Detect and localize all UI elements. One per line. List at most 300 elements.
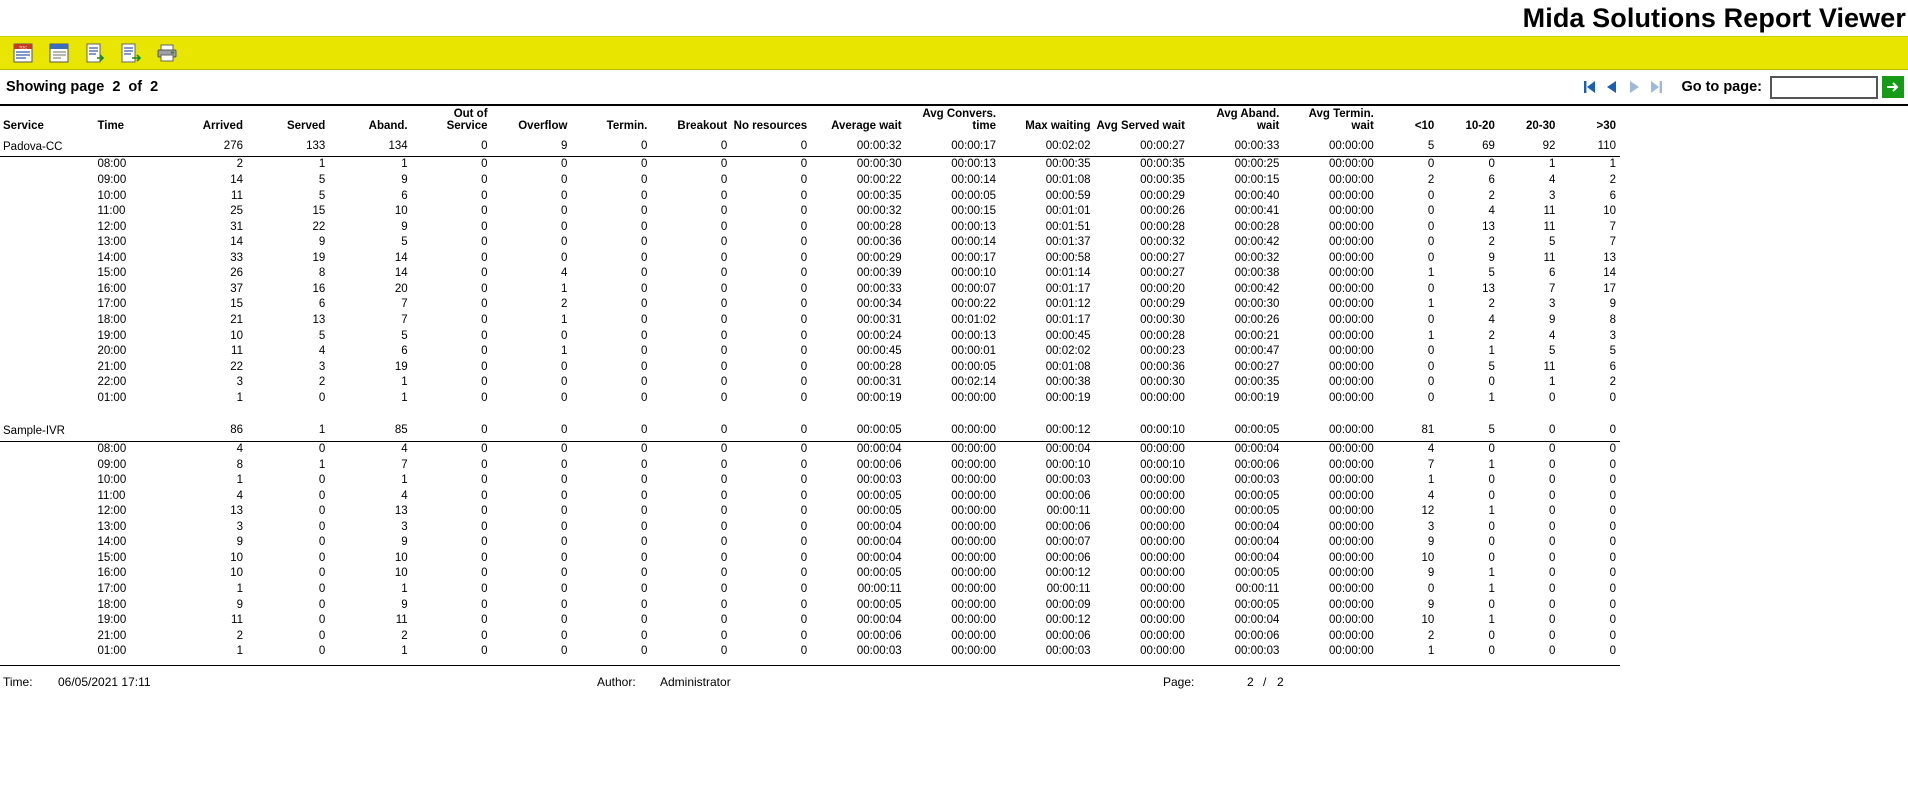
row-cell: 0 [640,345,648,358]
row-cell: 0 [561,614,568,627]
row-cell: 0 [720,598,728,611]
row-cell: 0 [1427,236,1435,249]
row-cell: 00:00:00 [1329,329,1374,342]
row-cell: 00:00:15 [951,205,997,218]
row-time: 10:00 [97,474,127,487]
row-service-blank [0,189,94,205]
group-spacer [0,406,1620,420]
row-service-blank [0,391,94,407]
row-cell: 4 [1427,489,1435,502]
row-cell: 1 [236,474,243,487]
row-time: 01:00 [97,391,127,404]
row-time: 09:00 [97,458,127,471]
row-cell: 0 [640,282,648,295]
row-cell: 11 [231,189,243,202]
row-cell: 0 [640,645,648,658]
row-cell: 00:02:02 [1045,345,1091,358]
row-time: 01:00 [97,645,127,658]
row-cell: 00:00:03 [856,474,902,487]
row-cell: 0 [720,567,728,580]
row-cell: 1 [1488,391,1495,404]
row-cell: 00:00:23 [1140,345,1185,358]
row-cell: 0 [640,267,648,280]
row-cell: 00:00:38 [1045,376,1091,389]
row-cell: 00:00:04 [1234,536,1280,549]
row-cell: 0 [800,442,808,455]
row-cell: 1 [561,314,568,326]
table-row [0,441,1620,457]
col-termin: Termin. [606,120,648,133]
row-cell: 00:00:35 [1140,158,1185,171]
row-cell: 0 [481,520,488,533]
group-total-cell: 00:00:17 [951,139,997,152]
row-time: 11:00 [97,489,126,502]
row-cell: 00:00:28 [856,220,902,233]
row-cell: 5 [318,329,326,342]
row-cell: 00:00:35 [1140,173,1185,186]
footer-page-current: 2 [1247,675,1254,690]
row-cell: 00:00:32 [1234,251,1280,264]
row-cell: 0 [1488,551,1495,564]
row-cell: 0 [800,567,808,580]
table-row [0,598,1620,614]
row-cell: 0 [481,551,488,564]
row-cell: 9 [1548,314,1556,326]
row-cell: 11 [1543,251,1556,264]
row-cell: 00:00:00 [951,551,997,564]
row-cell: 00:00:00 [1140,645,1185,658]
report-footer [0,665,1620,693]
row-cell: 4 [1548,329,1556,342]
row-cell: 0 [1488,489,1495,502]
row-cell: 11 [1543,205,1556,218]
row-cell: 0 [561,158,568,171]
row-cell: 00:00:11 [1235,583,1280,595]
footer-page-total: 2 [1277,675,1284,690]
row-cell: 0 [720,345,728,358]
row-cell: 00:00:27 [1140,267,1185,280]
row-cell: 0 [1488,474,1495,487]
row-service-blank [0,360,94,376]
group-total-cell: 0 [1548,424,1556,437]
col-overflow: Overflow [518,120,568,133]
row-cell: 00:01:08 [1045,173,1091,186]
row-cell: 0 [720,442,728,455]
row-cell: 0 [1427,158,1435,171]
previous-page-icon[interactable] [1601,76,1623,98]
row-cell: 1 [401,376,408,389]
row-cell: 0 [318,520,326,533]
row-cell: 00:00:00 [1329,205,1374,218]
row-cell: 0 [561,567,568,580]
row-cell: 14 [394,267,408,280]
row-cell: 10 [394,551,408,564]
row-cell: 11 [231,614,243,627]
row-cell: 00:01:51 [1045,220,1091,233]
row-service-blank [0,204,94,220]
row-service-blank [0,644,94,660]
group-total-cell: 0 [481,139,488,152]
showing-page-status [6,79,162,95]
row-cell: 3 [236,376,243,389]
row-cell: 0 [720,520,728,533]
row-cell: 00:00:00 [1329,505,1374,518]
row-cell: 00:00:00 [1329,314,1374,326]
row-cell: 0 [318,489,326,502]
row-cell: 0 [481,205,488,218]
row-cell: 0 [720,583,728,595]
group-total-cell: 110 [1597,139,1616,152]
row-cell: 0 [318,583,326,595]
page-title: Mida Solutions Report Viewer [1522,2,1906,33]
row-cell: 0 [640,598,648,611]
row-cell: 10 [230,329,243,342]
row-cell: 00:00:05 [856,505,902,518]
row-service-blank [0,535,94,551]
row-cell: 1 [318,458,326,471]
row-cell: 0 [640,158,648,171]
row-cell: 0 [318,474,326,487]
row-cell: 9 [401,536,408,549]
row-cell: 00:00:36 [1140,360,1185,373]
row-cell: 00:00:29 [856,251,902,264]
group-total-cell: 00:00:33 [1234,139,1280,152]
row-cell: 00:00:12 [1045,614,1091,627]
row-cell: 0 [640,520,648,533]
goto-page-input[interactable] [1770,76,1878,99]
row-cell: 5 [1488,267,1495,280]
row-cell: 0 [640,614,648,627]
row-cell: 00:00:38 [1234,267,1280,280]
row-time: 11:00 [97,205,126,218]
row-service-blank [0,598,94,614]
row-cell: 1 [1488,458,1495,471]
row-cell: 00:00:04 [856,551,902,564]
row-cell: 00:00:00 [1329,567,1374,580]
next-page-icon[interactable] [1623,76,1645,98]
row-cell: 00:00:28 [1140,329,1185,342]
row-time: 21:00 [97,360,127,373]
table-row [0,566,1620,582]
row-cell: 0 [1427,360,1435,373]
row-cell: 0 [1548,458,1556,471]
table-row [0,235,1620,251]
row-cell: 9 [1427,536,1435,549]
row-cell: 00:00:27 [1234,360,1280,373]
row-cell: 0 [1609,551,1616,564]
row-cell: 0 [561,442,568,455]
row-time: 12:00 [97,505,127,518]
row-cell: 3 [1548,298,1556,311]
row-cell: 0 [561,489,568,502]
row-cell: 00:00:00 [1329,598,1374,611]
row-cell: 0 [1609,614,1616,627]
row-cell: 00:00:00 [1140,474,1185,487]
print-icon[interactable] [154,41,180,65]
row-service-blank [0,629,94,645]
row-cell: 8 [1609,314,1616,326]
row-cell: 4 [401,442,408,455]
table-row [0,489,1620,505]
row-cell: 00:00:21 [1234,329,1280,342]
row-cell: 0 [481,360,488,373]
col-avg-convers-time: Avg Convers. time [922,108,997,133]
goto-page-label: Go to page: [1681,79,1762,95]
row-cell: 0 [720,645,728,658]
row-service-blank [0,551,94,567]
row-cell: 0 [481,173,488,186]
row-cell: 00:00:24 [856,329,902,342]
pager-controls [1579,76,1904,99]
row-cell: 00:00:05 [951,360,997,373]
row-cell: 00:00:00 [1140,551,1185,564]
row-cell: 0 [561,551,568,564]
row-cell: 37 [230,282,243,295]
row-cell: 0 [561,505,568,518]
row-cell: 0 [481,376,488,389]
row-cell: 7 [401,458,408,471]
row-cell: 00:00:00 [951,474,997,487]
row-cell: 11 [231,345,243,358]
row-cell: 0 [720,360,728,373]
row-cell: 4 [1488,205,1495,218]
row-cell: 13 [230,505,243,518]
row-cell: 0 [561,173,568,186]
row-cell: 0 [640,474,648,487]
row-cell: 0 [1427,345,1435,358]
group-total-cell: 85 [394,424,408,437]
row-cell: 0 [800,251,808,264]
row-cell: 1 [1427,645,1435,658]
col-avg-termin-wait: Avg Termin. wait [1308,108,1374,133]
row-cell: 00:00:42 [1234,282,1280,295]
footer-page-separator: / [1263,675,1267,690]
table-row [0,520,1620,536]
group-total-cell: 5 [1488,424,1495,437]
group-total-cell: 0 [720,424,728,437]
row-cell: 00:00:00 [951,567,997,580]
group-total-cell: 0 [640,424,648,437]
row-service-blank [0,220,94,236]
go-button[interactable] [1882,76,1904,98]
table-row [0,504,1620,520]
row-service-blank [0,282,94,298]
row-cell: 0 [561,391,568,404]
row-cell: 0 [800,583,808,595]
row-cell: 00:01:08 [1045,360,1091,373]
row-cell: 0 [1548,629,1556,642]
row-time: 12:00 [97,220,127,233]
row-cell: 0 [481,505,488,518]
row-cell: 0 [640,298,648,311]
row-cell: 0 [1548,551,1556,564]
row-cell: 4 [1548,173,1556,186]
row-cell: 00:00:30 [1140,376,1185,389]
row-time: 20:00 [97,345,127,358]
row-cell: 1 [401,645,408,658]
table-header-row [0,106,1620,136]
row-cell: 0 [481,645,488,658]
row-cell: 0 [561,220,568,233]
group-total-cell: 5 [1427,139,1435,152]
row-cell: 00:00:29 [1140,189,1185,202]
group-total-cell: 00:00:05 [856,424,902,437]
row-cell: 0 [800,391,808,404]
group-total-cell [94,420,164,441]
row-cell: 1 [1488,505,1495,518]
row-cell: 21 [230,314,243,326]
row-cell: 0 [640,360,648,373]
row-cell: 00:00:05 [856,598,902,611]
row-cell: 0 [1488,536,1495,549]
col-no-resources: No resources [733,120,808,133]
row-cell: 0 [720,298,728,311]
row-cell: 00:00:05 [856,567,902,580]
row-cell: 00:00:00 [951,614,997,627]
row-cell: 00:00:05 [1234,489,1280,502]
row-cell: 00:01:02 [951,314,997,326]
row-cell: 0 [640,205,648,218]
row-cell: 0 [561,189,568,202]
row-cell: 0 [481,189,488,202]
row-cell: 3 [318,360,326,373]
row-cell: 00:00:14 [951,236,997,249]
row-cell: 1 [561,282,568,295]
row-cell: 00:01:17 [1045,282,1091,295]
row-service-blank [0,504,94,520]
row-service-blank [0,458,94,474]
row-cell: 0 [800,551,808,564]
row-cell: 00:00:00 [951,598,997,611]
row-cell: 8 [236,458,243,471]
row-cell: 4 [1488,314,1495,326]
table-row [0,329,1620,345]
row-cell: 0 [1609,583,1616,595]
row-cell: 00:00:00 [1329,489,1374,502]
row-cell: 00:00:00 [1140,391,1185,404]
row-service-blank [0,489,94,505]
row-cell: 00:00:27 [1140,251,1185,264]
row-cell: 1 [401,583,408,595]
row-cell: 19 [394,360,408,373]
row-cell: 0 [561,645,568,658]
row-cell: 00:00:00 [951,520,997,533]
export-to-file-icon[interactable] [118,41,144,65]
row-cell: 0 [800,614,808,627]
row-cell: 0 [1427,189,1435,202]
row-cell: 00:00:00 [1329,442,1374,455]
col-bucket-10-20: 10-20 [1465,120,1495,133]
row-cell: 0 [1488,442,1495,455]
row-cell: 0 [800,298,808,311]
row-cell: 00:00:03 [1045,645,1091,658]
row-cell: 0 [318,536,326,549]
row-cell: 00:00:06 [1045,489,1091,502]
row-service-blank [0,266,94,282]
row-cell: 0 [318,391,326,404]
group-total-cell: 133 [306,139,326,152]
row-cell: 1 [401,158,408,171]
first-page-icon[interactable] [1579,76,1601,98]
row-cell: 00:00:20 [1140,282,1185,295]
row-cell: 0 [318,505,326,518]
row-cell: 0 [720,205,728,218]
row-cell: 15 [312,205,326,218]
of-label: of [128,79,143,95]
row-cell: 0 [318,551,326,564]
row-cell: 19 [312,251,326,264]
row-cell: 0 [561,236,568,249]
export-icon[interactable] [82,41,108,65]
row-cell: 00:00:10 [1045,458,1091,471]
document-map-icon[interactable] [46,41,72,65]
row-cell: 0 [800,282,808,295]
row-cell: 00:00:11 [1046,505,1091,518]
row-cell: 0 [720,629,728,642]
row-cell: 00:00:13 [951,329,997,342]
row-cell: 1 [401,474,408,487]
row-cell: 0 [720,282,728,295]
toc-icon[interactable] [10,41,36,65]
row-cell: 7 [1609,236,1616,249]
row-cell: 0 [800,629,808,642]
row-cell: 2 [1427,629,1435,642]
row-cell: 0 [1609,458,1616,471]
row-time: 16:00 [97,282,127,295]
group-name: Sample-IVR [3,425,65,438]
row-cell: 6 [1488,173,1495,186]
row-cell: 20 [394,282,408,295]
row-service-blank [0,582,94,598]
row-cell: 00:00:05 [1234,567,1280,580]
row-cell: 00:00:28 [1234,220,1280,233]
row-cell: 0 [1427,391,1435,404]
table-row [0,473,1620,489]
table-row [0,644,1620,660]
row-time: 21:00 [97,629,127,642]
row-cell: 00:00:00 [951,629,997,642]
col-bucket-gt30: >30 [1596,120,1616,133]
last-page-icon[interactable] [1645,76,1667,98]
row-cell: 00:00:06 [1045,551,1091,564]
row-time: 14:00 [97,251,127,264]
row-cell: 1 [236,645,243,658]
row-cell: 00:00:22 [856,173,902,186]
row-service-blank [0,375,94,391]
row-cell: 00:00:05 [951,189,997,202]
table-row [0,220,1620,236]
row-cell: 0 [720,220,728,233]
row-cell: 0 [561,458,568,471]
row-cell: 0 [640,391,648,404]
row-cell: 0 [640,236,648,249]
row-cell: 0 [318,645,326,658]
table-row [0,251,1620,267]
row-cell: 0 [561,376,568,389]
showing-page-label: Showing page [6,79,105,95]
row-cell: 11 [1543,220,1556,233]
row-cell: 00:01:12 [1045,298,1091,311]
row-cell: 0 [800,236,808,249]
row-service-blank [0,329,94,345]
row-cell: 2 [1427,173,1435,186]
row-cell: 3 [401,520,408,533]
row-time: 18:00 [97,314,127,326]
col-arrived: Arrived [202,120,243,133]
row-cell: 00:00:42 [1234,236,1280,249]
table-row [0,375,1620,391]
row-cell: 0 [800,645,808,658]
